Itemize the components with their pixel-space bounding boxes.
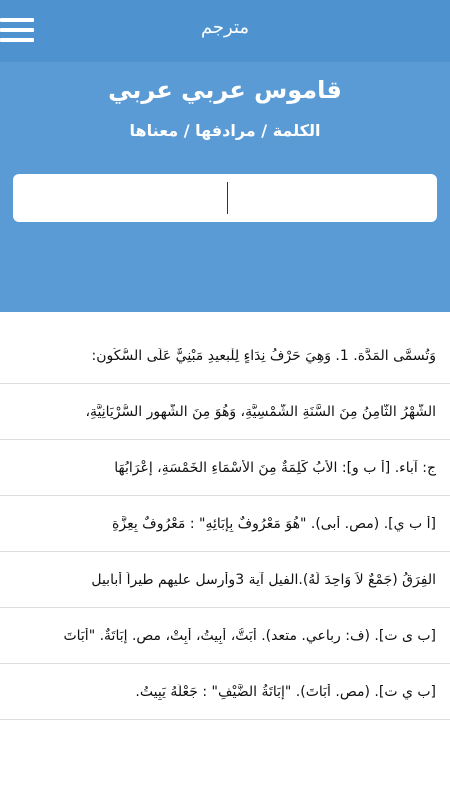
list-item[interactable] xyxy=(0,328,450,384)
list-item[interactable] xyxy=(0,384,450,440)
list-item[interactable] xyxy=(0,608,450,664)
list-item[interactable] xyxy=(0,496,450,552)
search-header xyxy=(0,62,450,312)
list-item[interactable] xyxy=(0,664,450,720)
result-text: [ب ى ت]. (ف: رباعي. متعد). أَبَتُّ، أَبِيتُ، أَبِتْ، مص. إِبَاتَةٌ. "أَبَاتَ xyxy=(63,627,436,644)
result-text: وَتُسمَّى المَدَّة. 1. وَهِيَ حَرْفُ نِدَاءٍ لِلْبعيدِ مَبْنِيٌّ عَلَى السُّكُون: xyxy=(91,347,436,364)
list-item[interactable] xyxy=(0,440,450,496)
result-text: [ب ي ت]. (مص. أَبَاتَ). "إِبَاتَةُ الضَّيْفِ" : جَعْلُهُ يَبِيتُ. xyxy=(135,683,436,700)
app-title: مترجم xyxy=(200,17,250,38)
result-text: الفِرَقُ (جَمْعٌ لاَ وَاحِدَ لَهُ).الفيل آية 3وأرسل عليهم طيراً أبابيل xyxy=(91,571,436,588)
result-text: الشَّهْرُ الثَّامِنُ مِنَ السَّنَةِ الشَّمْسِيَّةِ، وَهُوَ مِنَ الشُّهورِ السُّرْيَانِيَّةِ، xyxy=(85,403,436,420)
dictionary-title: قاموس عربي عربي xyxy=(108,76,342,104)
result-text: ج: آباء. [أ ب و]: الأَبُ كَلِمَةٌ مِنَ الأَسْمَاءِ الخَمْسَةِ، إعْرَابُهَا xyxy=(114,459,436,476)
list-item[interactable] xyxy=(0,552,450,608)
search-input[interactable] xyxy=(13,174,437,222)
result-text: [أ ب ي]. (مص. أبى). "هُوَ مَعْرُوفٌ بِإِبَائِهِ" : مَعْرُوفٌ بِعِزَّةِ xyxy=(112,515,436,532)
dictionary-subtitle: الكلمة / مرادفها / معناها xyxy=(129,121,321,140)
top-app-bar xyxy=(0,0,450,62)
text-cursor xyxy=(227,182,228,214)
